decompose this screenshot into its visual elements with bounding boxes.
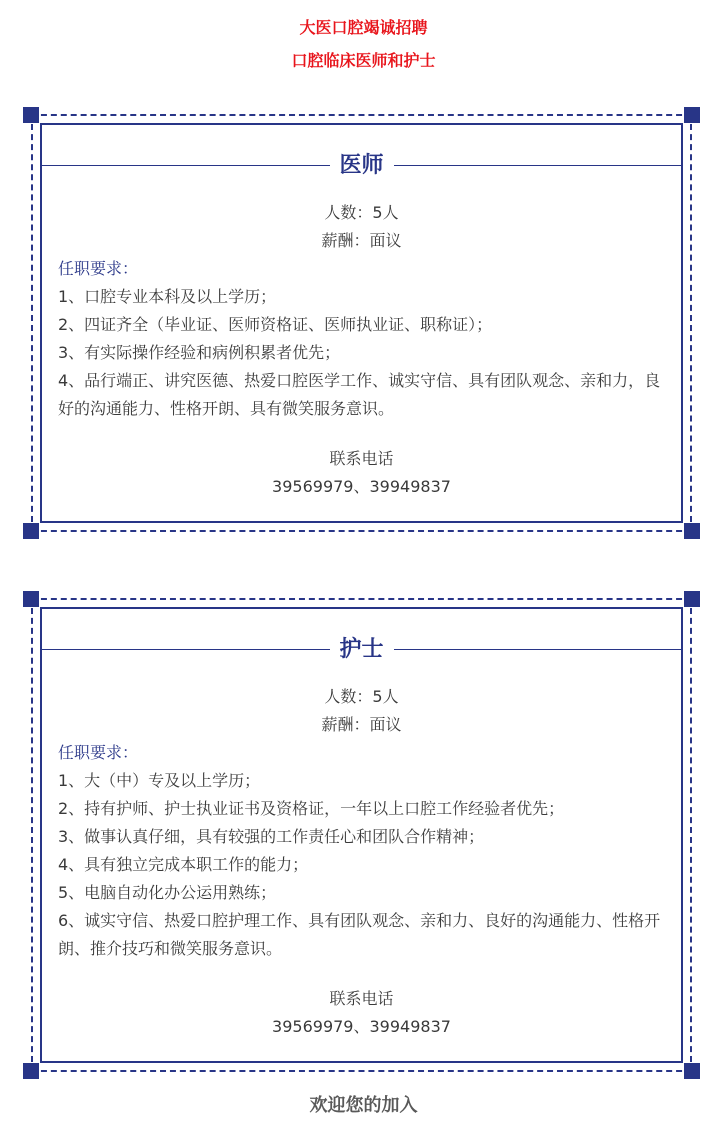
contact-phone: 39569979、39949837 bbox=[272, 477, 451, 496]
requirement-item: 1、口腔专业本科及以上学历； bbox=[58, 287, 277, 306]
contact-phone: 39569979、39949837 bbox=[272, 1017, 451, 1036]
headcount: 人数：5人 bbox=[324, 203, 399, 222]
requirement-item: 2、四证齐全（毕业证、医师资格证、医师执业证、职称证）； bbox=[58, 315, 493, 334]
requirements-list bbox=[58, 767, 665, 963]
doctor-card bbox=[23, 107, 700, 539]
requirement-item: 6、诚实守信、热爱口腔护理工作、具有团队观念、亲和力、良好的沟通能力、性格开朗、推介技巧和微笑服务意识。 bbox=[58, 911, 661, 958]
requirements-label: 任职要求： bbox=[58, 743, 139, 762]
corner-square bbox=[684, 107, 700, 123]
contact-label: 联系电话 bbox=[329, 989, 394, 1008]
salary: 薪酬：面议 bbox=[321, 231, 402, 250]
requirement-item: 3、做事认真仔细，具有较强的工作责任心和团队合作精神； bbox=[58, 827, 485, 846]
salary: 薪酬：面议 bbox=[321, 715, 402, 734]
corner-square bbox=[23, 523, 39, 539]
corner-square bbox=[23, 591, 39, 607]
requirement-item: 2、持有护师、护士执业证书及资格证，一年以上口腔工作经验者优先； bbox=[58, 799, 565, 818]
headcount: 人数：5人 bbox=[324, 687, 399, 706]
nurse-card bbox=[23, 591, 700, 1079]
footer-welcome: 欢迎您的加入 bbox=[309, 1095, 418, 1116]
card-title: 护士 bbox=[329, 635, 393, 665]
requirements-list bbox=[58, 283, 665, 423]
corner-square bbox=[684, 523, 700, 539]
requirements-label: 任职要求： bbox=[58, 259, 139, 278]
corner-square bbox=[23, 107, 39, 123]
requirement-item: 3、有实际操作经验和病例积累者优先； bbox=[58, 343, 341, 362]
card-title: 医师 bbox=[329, 151, 393, 181]
header-title: 大医口腔竭诚招聘 bbox=[299, 18, 428, 37]
requirement-item: 1、大（中）专及以上学历； bbox=[58, 771, 261, 790]
corner-square bbox=[684, 591, 700, 607]
requirement-item: 4、品行端正、讲究医德、热爱口腔医学工作、诚实守信、具有团队观念、亲和力，良好的沟通能力、性格开朗、具有微笑服务意识。 bbox=[58, 371, 661, 418]
requirement-item: 4、具有独立完成本职工作的能力； bbox=[58, 855, 309, 874]
requirement-item: 5、电脑自动化办公运用熟练； bbox=[58, 883, 277, 902]
header-subtitle: 口腔临床医师和护士 bbox=[291, 51, 436, 70]
inner-frame bbox=[40, 123, 683, 523]
corner-square bbox=[684, 1063, 700, 1079]
inner-frame bbox=[40, 607, 683, 1063]
corner-square bbox=[23, 1063, 39, 1079]
contact-label: 联系电话 bbox=[329, 449, 394, 468]
